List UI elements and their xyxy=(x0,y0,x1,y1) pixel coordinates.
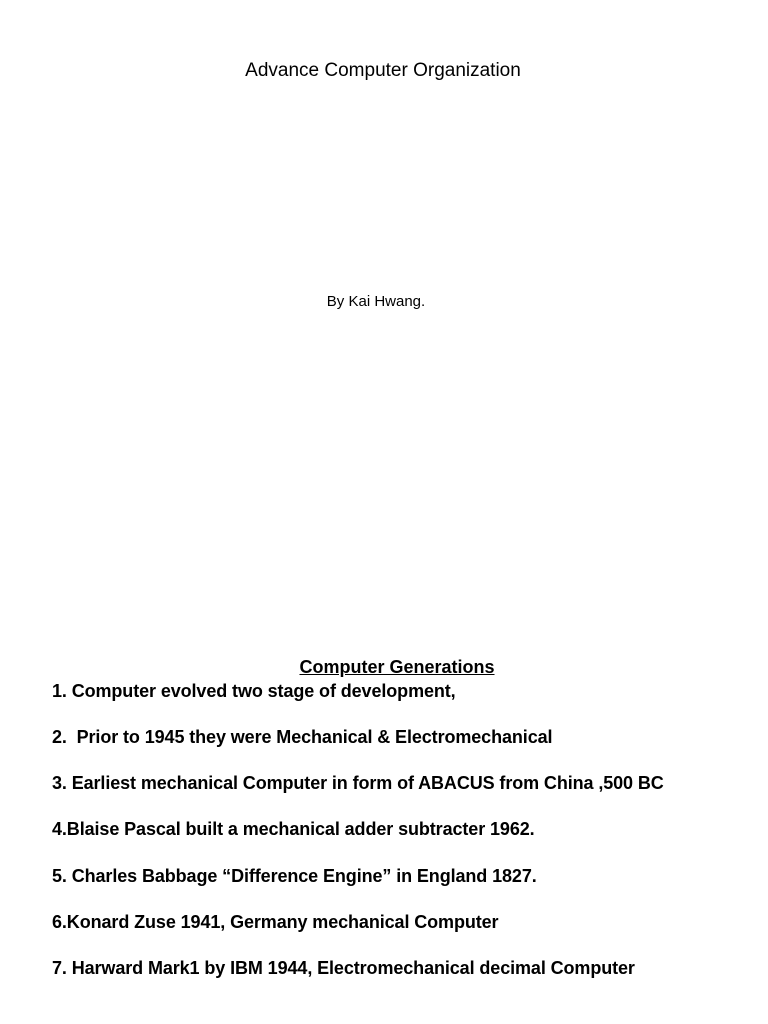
document-title: Advance Computer Organization xyxy=(245,60,521,81)
list-item: 2. Prior to 1945 they were Mechanical & Electromechanical xyxy=(52,727,553,747)
list-item: 3. Earliest mechanical Computer in form of ABACUS from China ,500 BC xyxy=(52,773,664,794)
list-item: 1. Computer evolved two stage of development, xyxy=(52,681,456,701)
list-item: 6.Konard Zuse 1941, Germany mechanical Computer xyxy=(52,911,499,932)
list-item: 4.Blaise Pascal built a mechanical adder subtracter 1962. xyxy=(52,819,535,840)
list-item: 5. Charles Babbage “Difference Engine” in England 1827. xyxy=(52,865,537,886)
section-heading: Computer Generations xyxy=(299,657,495,677)
list-item: 7. Harward Mark1 by IBM 1944, Electromechanical decimal Computer xyxy=(52,957,635,978)
document-author: By Kai Hwang. xyxy=(326,293,426,310)
generations-list xyxy=(52,680,752,1003)
